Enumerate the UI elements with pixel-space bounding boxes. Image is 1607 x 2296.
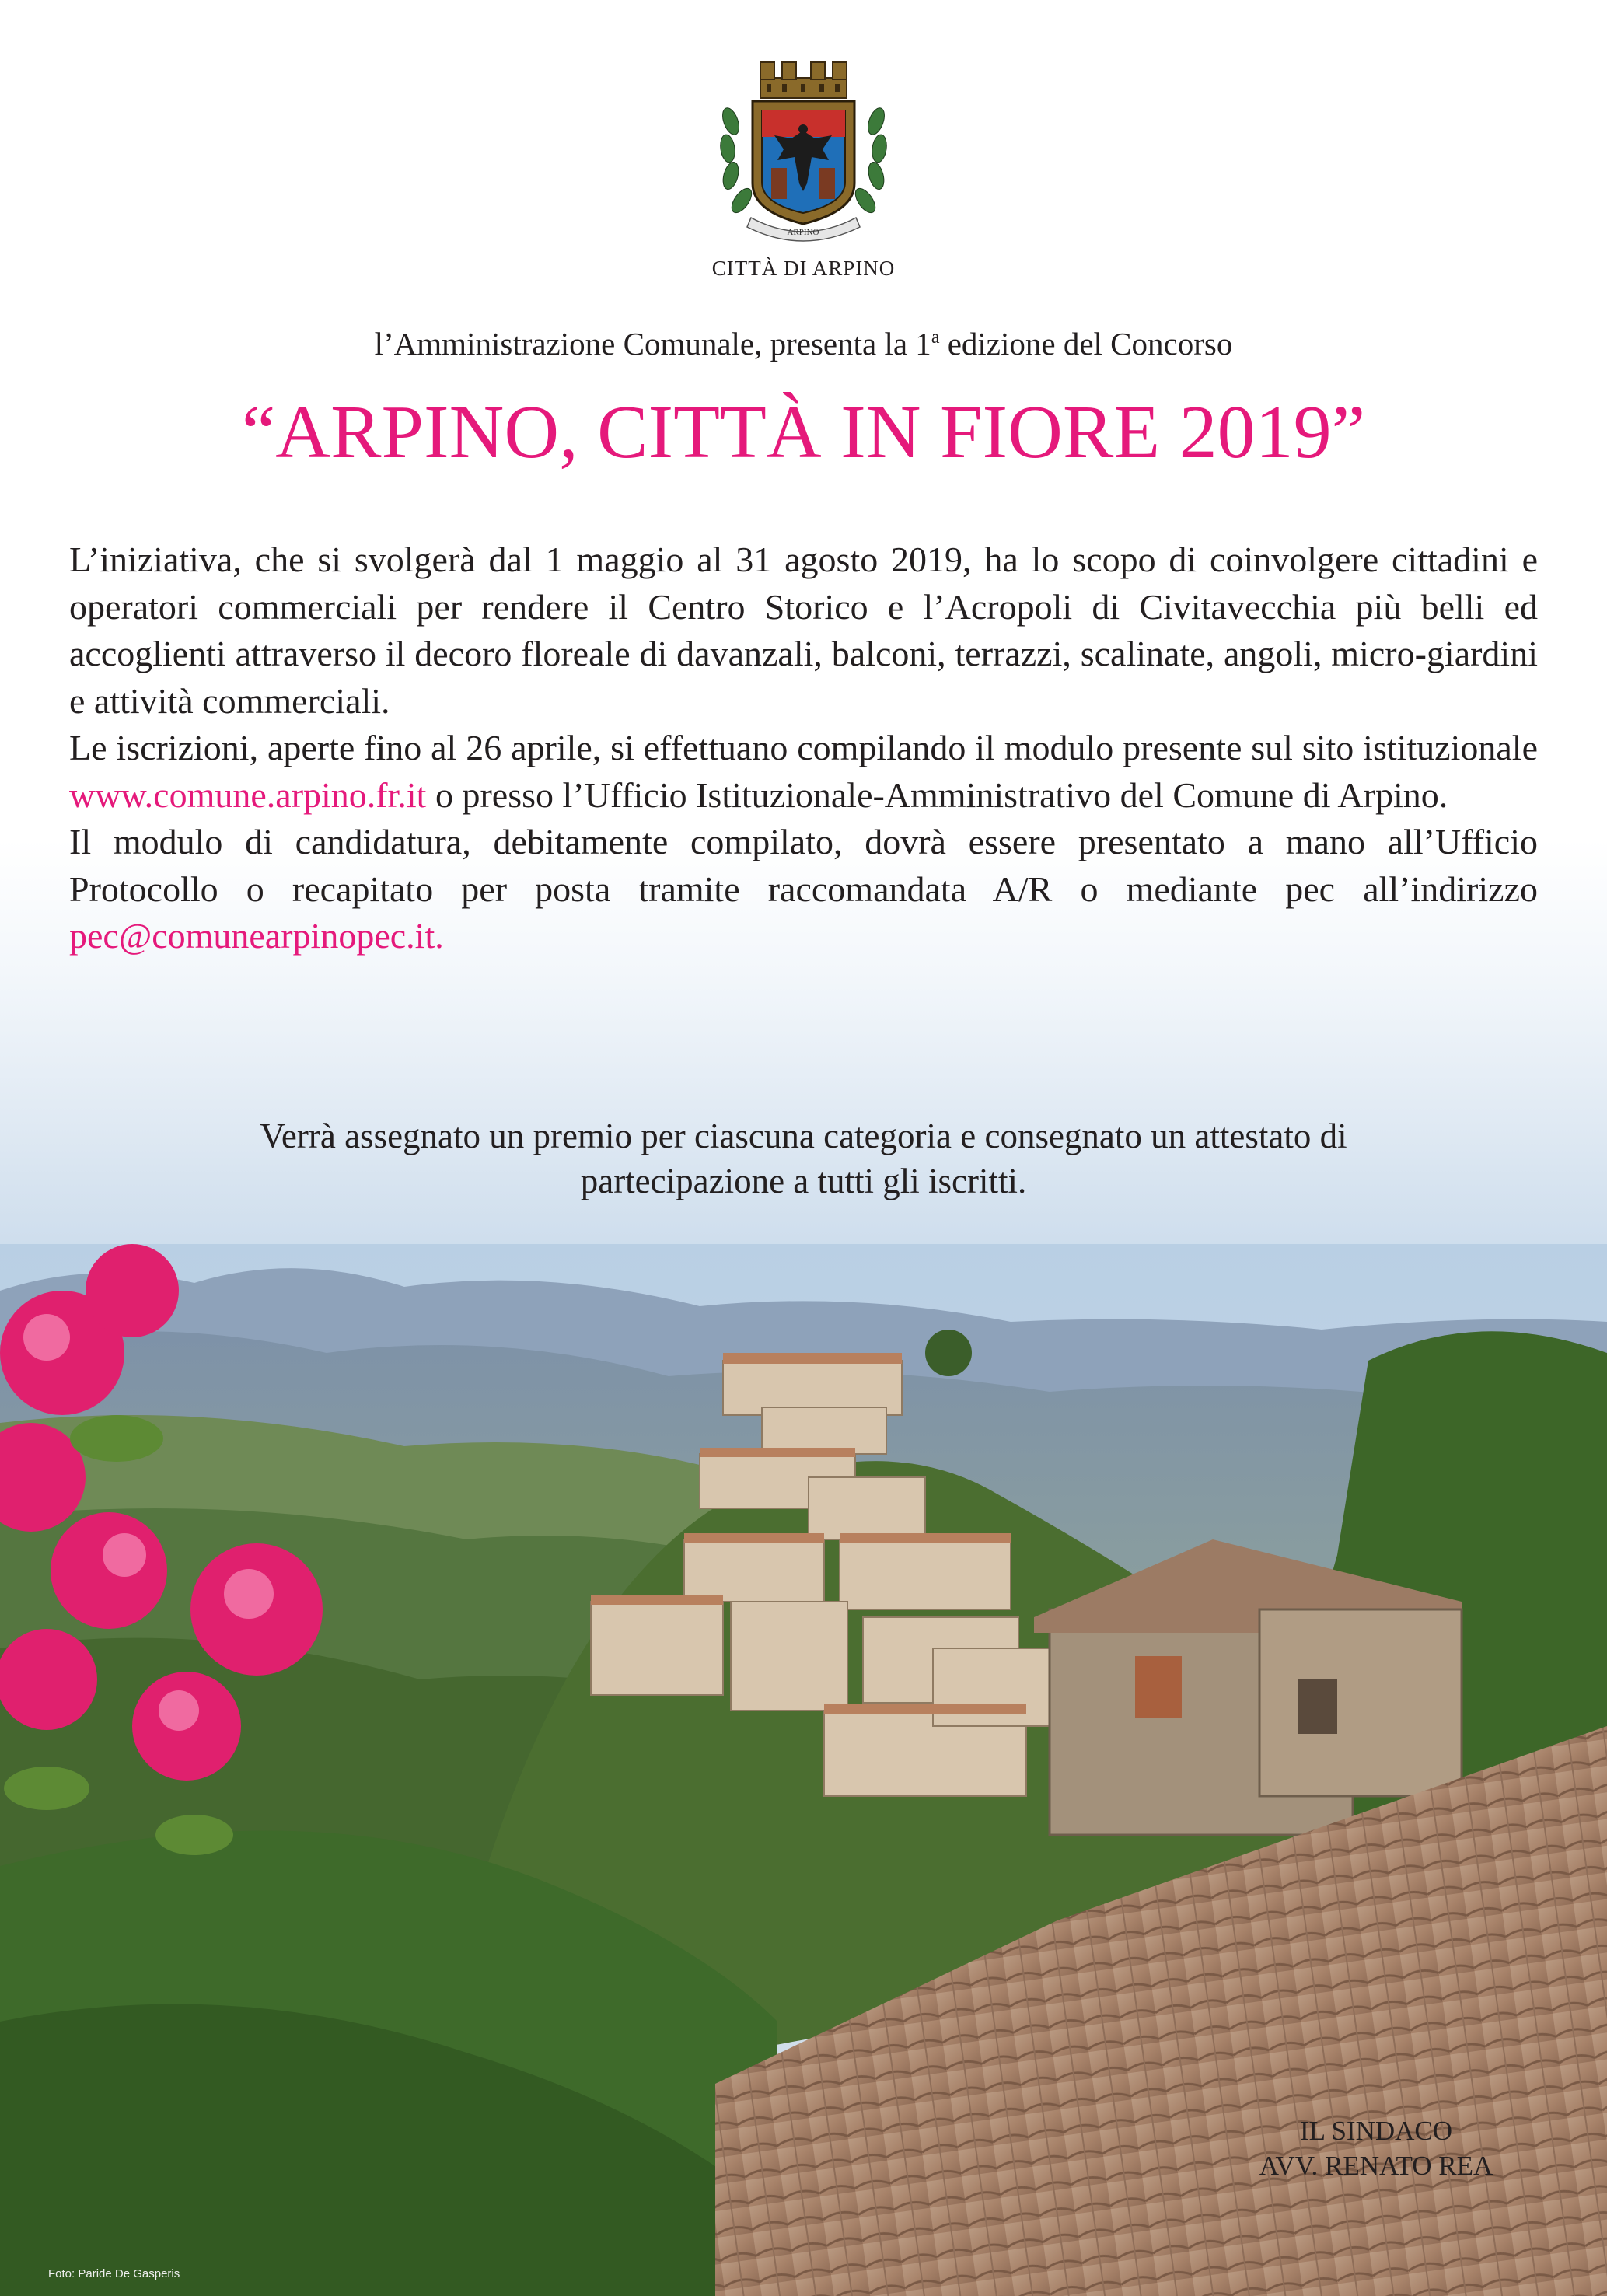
- registration-text-end: o presso l’Ufficio Istituzionale-Amministrativo del Comune di Arpino.: [426, 774, 1448, 815]
- city-name: CITTÀ DI ARPINO: [711, 257, 896, 280]
- pec-email-link[interactable]: pec@comunearpinopec.it.: [69, 916, 444, 956]
- photo-credit: Foto: Paride De Gasperis: [48, 2267, 180, 2280]
- signature-block: [1213, 2113, 1539, 2183]
- intro-line: [0, 325, 1607, 362]
- intro-after: edizione del Concorso: [939, 326, 1233, 362]
- closing-note: [0, 1113, 1607, 1204]
- edition-superscript: a: [931, 327, 940, 348]
- closing-line-2: partecipazione a tutti gli iscritti.: [580, 1162, 1027, 1200]
- paragraph-registration: [69, 725, 1538, 819]
- website-link[interactable]: www.comune.arpino.fr.it: [69, 774, 427, 815]
- registration-text: Le iscrizioni, aperte fino al 26 aprile, si effettuano compilando il modulo presente sul sito istituzionale: [69, 728, 1538, 767]
- signature-role: IL SINDACO: [1299, 2116, 1453, 2146]
- paragraph-initiative: L’iniziativa, che si svolgerà dal 1 maggio al 31 agosto 2019, ha lo scopo di coinvolgere cittadini e operatori commerciali per rendere il Centro Storico e l’Acropoli di Civitavecchia più belli ed accoglienti attraverso il decoro floreale di davanzali, balconi, terrazzi, scalinate, angoli, micro-giardini e attività commerciali.: [69, 540, 1538, 721]
- intro-before: l’Amministrazione Comunale, presenta la 1: [374, 326, 931, 362]
- signature-name: AVV. RENATO REA: [1259, 2151, 1493, 2181]
- paragraph-submission: [69, 819, 1538, 960]
- page-title: “ARPINO, CITTÀ IN FIORE 2019”: [241, 390, 1366, 474]
- submission-text: Il modulo di candidatura, debitamente compilato, dovrà essere presentato a mano all’Ufficio Protocollo o recapitato per posta tramite raccomandata A/R o mediante pec all’indirizzo: [69, 822, 1538, 909]
- body-text: [69, 536, 1538, 960]
- crest-motto: ARPINO: [787, 228, 819, 237]
- closing-line-1: Verrà assegnato un premio per ciascuna categoria e consegnato un attestato di: [260, 1117, 1347, 1155]
- coat-of-arms-icon: [720, 51, 887, 246]
